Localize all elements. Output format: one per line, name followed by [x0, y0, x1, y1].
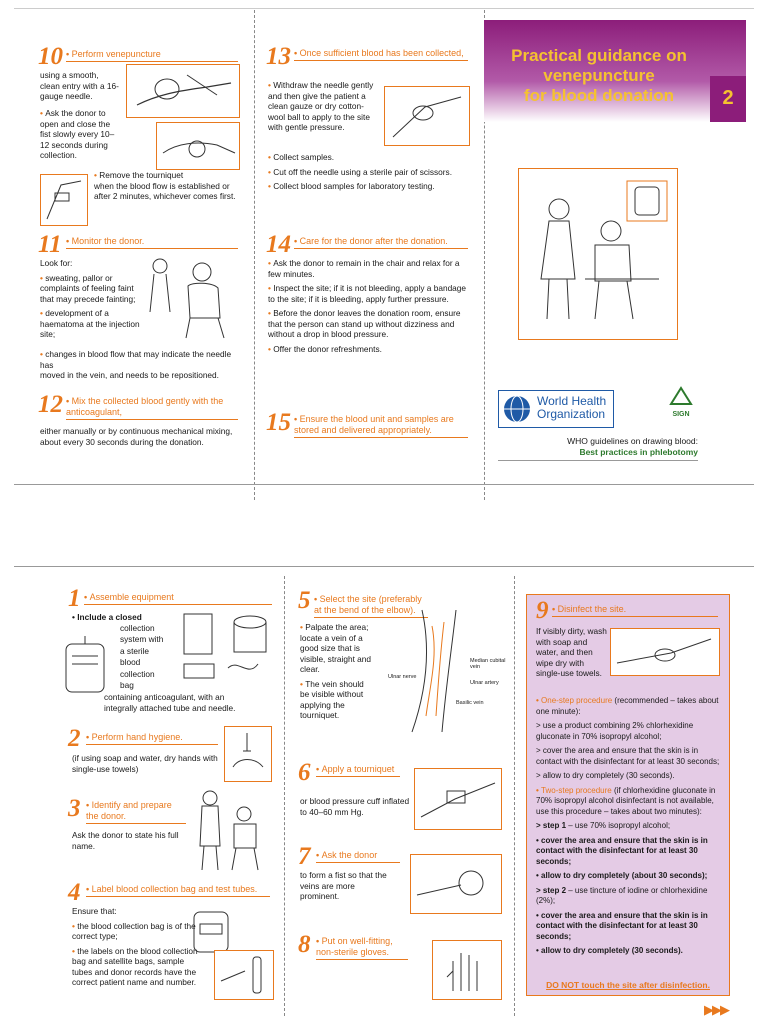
step-number: 11: [38, 231, 62, 258]
step-heading: • Perform venepuncture: [66, 49, 238, 62]
step-text: to form a fist so that the veins are more prominent.: [300, 870, 387, 901]
hand-washing-illustration: [224, 726, 272, 782]
sign-logo: SIGN: [666, 386, 696, 422]
step-text: • Remove the tourniquet when the blood flow is established or after 2 minutes, whichever comes first.: [94, 170, 236, 201]
donor-monitoring-illustration: [140, 252, 242, 344]
gauze-pressure-illustration: [384, 86, 470, 146]
wipe-arm-illustration: [610, 628, 720, 676]
trim-line: [14, 566, 754, 567]
step-heading: • Care for the donor after the donation.: [294, 236, 468, 249]
step-number: 8: [298, 931, 311, 958]
blood-bag-illustration: [56, 636, 114, 698]
step-text: or blood pressure cuff inflated to 40–60 mm Hg.: [300, 796, 410, 817]
step-number: 12: [38, 391, 63, 418]
step-number: 15: [266, 409, 291, 436]
arm-vein-diagram: Median cubital vein Ulnar artery Ulnar nerve Basilic vein: [382, 606, 508, 736]
step-text: • Ask the donor to remain in the chair and relax for a few minutes. • Inspect the site; if it is not bleeding, apply a bandage to the site; if it is bleeding, apply further pressure. • Before the donor leaves the donation room, ensure that the person can stand up without dizziness and without a drop in blood pressure. • Offer the donor refreshments.: [268, 258, 467, 354]
who-logo: World Health Organization: [498, 390, 614, 428]
step-heading: • Ask the donor: [316, 850, 400, 863]
gloves-illustration: [432, 940, 502, 1000]
step-text: • One-step procedure (recommended – takes about one minute): > use a product combining 2% chlorhexidine gluconate in 70% isopropyl alcohol; > cover the area and ensure that the skin is in contact with the disinfectant for at least 30 seconds; > allow to dry completely (30 seconds). • Two-step procedure (if chlorhexidine gluconate in 70% isopropyl alcohol disinfectant is not available, use this procedure – takes about two minutes): > step 1 – use 70% isopropyl alcohol; • cover the area and ensure that the skin is in contact with the disinfectant for at least 30 seconds; • allow to dry completely (about 30 seconds); > step 2 – use tincture of iodine or chlorhexidine (2%); • cover the area and ensure that the skin is in contact with the disinfectant for at least 30 seconds; • allow to dry completely (30 seconds).: [536, 696, 720, 955]
trim-line: [14, 8, 754, 9]
equipment-illustration: [178, 608, 274, 688]
step-text: • Collect samples. • Cut off the needle using a sterile pair of scissors. • Collect blood samples for laboratory testing.: [268, 152, 453, 191]
step-text: If visibly dirty, wash with soap and water, and then wipe dry with single-use towels.: [536, 626, 607, 678]
hand-fist-illustration: [156, 122, 240, 170]
fold-line: [514, 576, 515, 1016]
step-heading: • Ensure the blood unit and samples are stored and delivered appropriately.: [294, 414, 468, 438]
step-heading: • Mix the collected blood gently with the anticoagulant,: [66, 396, 238, 420]
triangle-icon: [669, 386, 693, 406]
cover-banner: [484, 20, 746, 122]
step-number: 3: [68, 795, 81, 822]
step-heading: • Assemble equipment: [84, 592, 272, 605]
identify-donor-illustration: [188, 786, 274, 876]
step-text: Ensure that: • the blood collection bag is of the correct type; • the labels on the blood collection bag and satellite bags, sample tubes and donor records have the correct patient name and number.: [72, 906, 198, 987]
step-number: 10: [38, 43, 63, 70]
step-text: either manually or by continuous mechanical mixing, about every 30 seconds during the donation.: [40, 426, 233, 447]
step-heading: • Perform hand hygiene.: [86, 732, 218, 745]
fist-illustration: [410, 854, 502, 914]
page-number: 2: [710, 76, 746, 122]
step-text: • Palpate the area; locate a vein of a good size that is visible, straight and clear. • The vein should be visible without applying the tourniquet.: [300, 622, 372, 720]
step-number: 7: [298, 843, 311, 870]
step-heading: • Disinfect the site.: [552, 604, 718, 617]
step-text: Look for: • sweating, pallor or complaints of feeling faint that may precede fainting; • development of a haematoma at the injection site;: [40, 258, 140, 339]
step-heading: • Monitor the donor.: [66, 236, 238, 249]
step-text: • Include a closed collection system with a sterile blood collection bag: [72, 612, 164, 690]
fold-line: [284, 576, 285, 1016]
step-number: 14: [266, 231, 291, 258]
test-tube-illustration: [214, 950, 274, 1000]
step-heading: • Apply a tourniquet: [316, 764, 400, 777]
step-text: containing anticoagulant, with an integrally attached tube and needle.: [104, 692, 236, 713]
step-text: Ask the donor to state his full name.: [72, 830, 179, 851]
globe-icon: [501, 393, 533, 425]
step-text: (if using soap and water, dry hands with single-use towels): [72, 753, 218, 774]
step-number: 2: [68, 725, 81, 752]
step-number: 6: [298, 759, 311, 786]
step-text: • changes in blood flow that may indicate the needle has moved in the vein, and needs to be repositioned.: [40, 349, 232, 380]
warning-text: DO NOT touch the site after disinfection.: [546, 980, 710, 990]
step-heading: • Once sufficient blood has been collected,: [294, 48, 468, 61]
step-heading: • Label blood collection bag and test tubes.: [86, 884, 270, 897]
step-text: • Withdraw the needle gently and then give the patient a clean gauze or dry cotton-wool ball to apply to the site with gentle pressure.: [268, 80, 374, 132]
cover-title: Practical guidance on venepuncture for blood donation: [511, 46, 687, 105]
step-number: 9: [536, 597, 549, 624]
venepuncture-illustration: [126, 64, 240, 118]
step-heading: • Select the site (preferably at the bend of the elbow).: [314, 594, 428, 618]
fold-line: [254, 10, 255, 500]
step-number: 1: [68, 585, 81, 612]
step-number: 4: [68, 879, 81, 906]
step-heading: • Put on well-fitting, non-sterile gloves.: [316, 936, 408, 960]
step-number: 13: [266, 43, 291, 70]
step-number: 5: [298, 587, 311, 614]
next-arrows-icon: ▶▶▶: [704, 1002, 728, 1017]
step-heading: • Identify and prepare the donor.: [86, 800, 186, 824]
tourniquet-applying-illustration: [414, 768, 502, 830]
tourniquet-illustration: [40, 174, 88, 226]
guideline-reference: WHO guidelines on drawing blood: Best practices in phlebotomy: [498, 436, 698, 461]
step-text: • Ask the donor to open and close the fist slowly every 10–12 seconds during collection.: [40, 108, 115, 160]
trim-line: [14, 484, 754, 485]
donor-chair-illustration: [518, 168, 678, 340]
step-text: using a smooth, clean entry with a 16-gauge needle.: [40, 70, 119, 101]
